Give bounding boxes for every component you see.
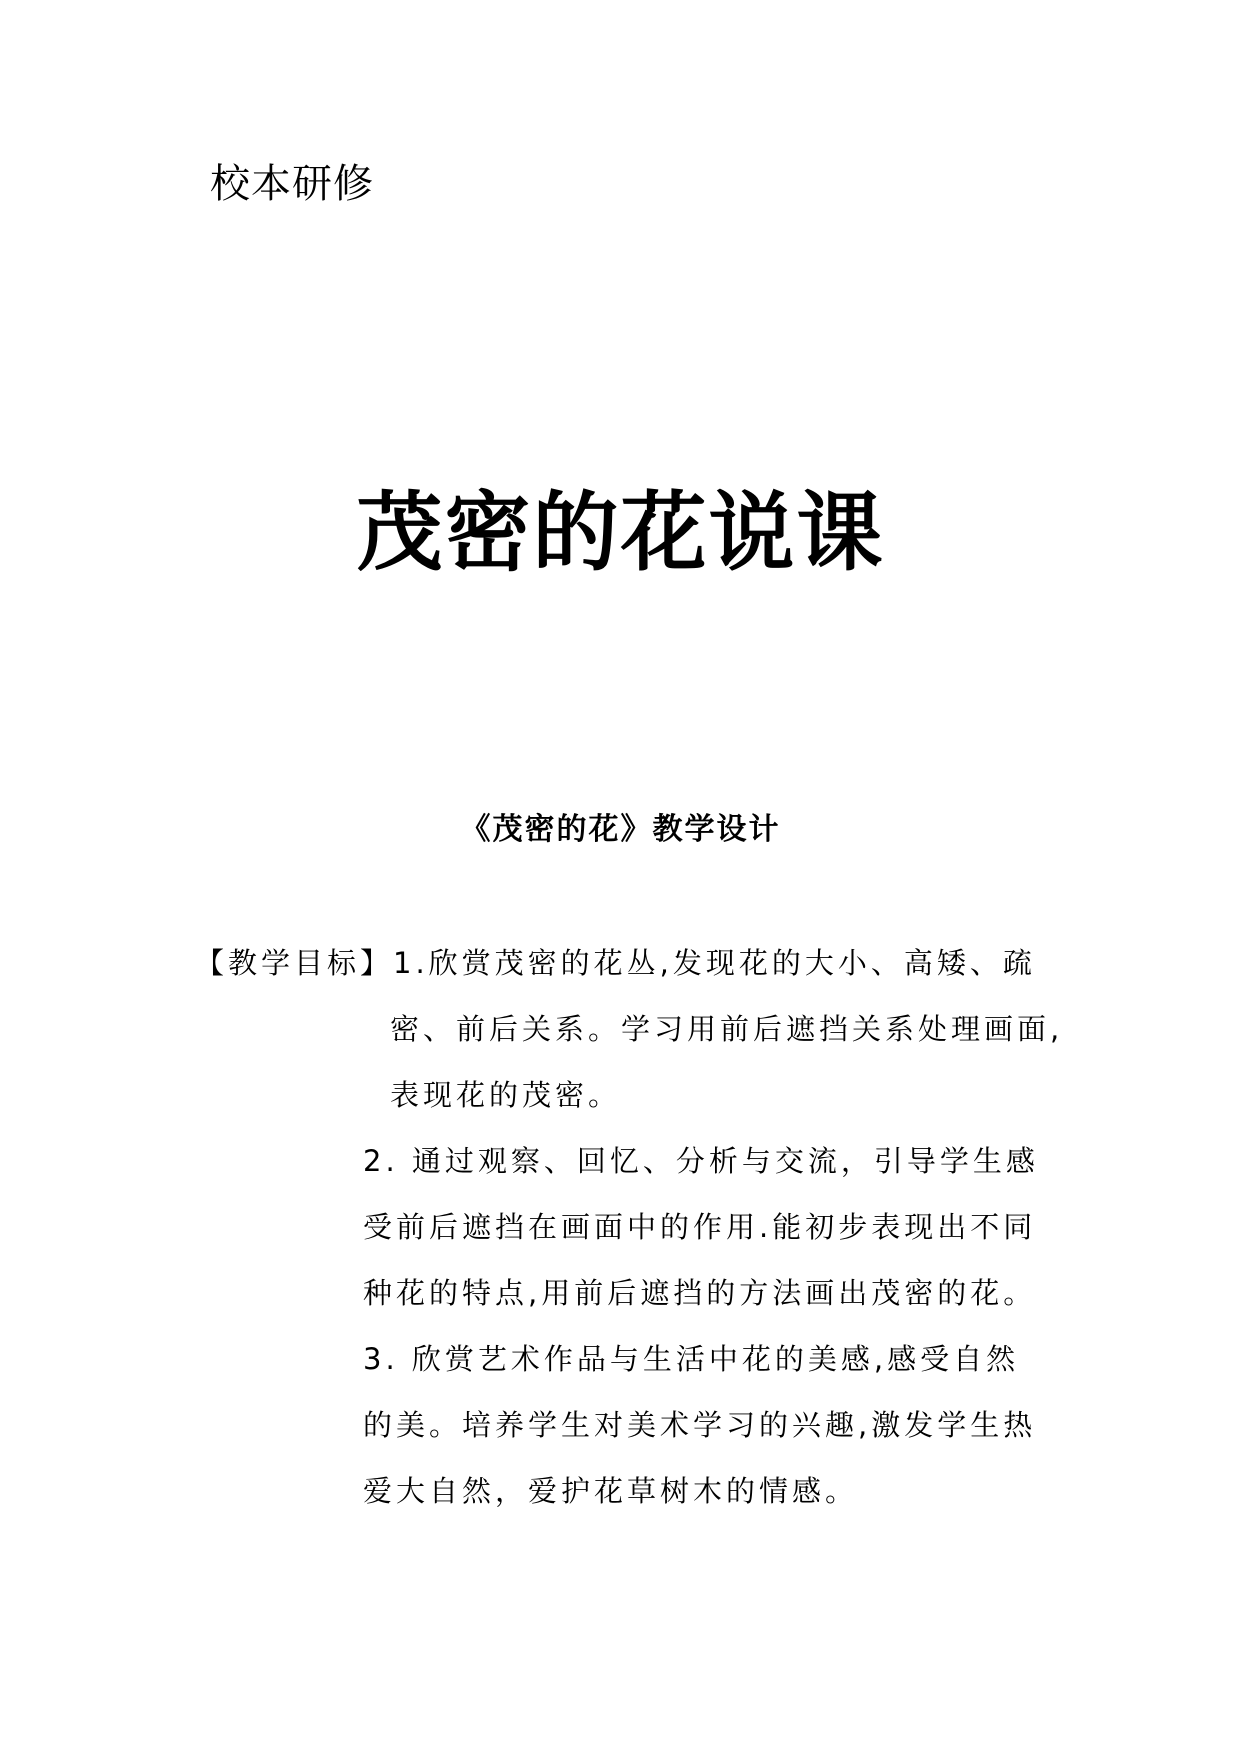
objective-3-line-3: 爱大自然，爱护花草树木的情感。 (363, 1474, 859, 1508)
objective-3-line-1: 3. 欣赏艺术作品与生活中花的美感,感受自然 (363, 1342, 1020, 1376)
document-title: 茂密的花说课 (356, 482, 885, 583)
objectives-line (195, 930, 1055, 996)
objectives-heading: 【教学目标】 (195, 946, 394, 980)
document-subtitle: 《茂密的花》教学设计 (460, 812, 781, 847)
objective-2-line-1: 2. 通过观察、回忆、分析与交流，引导学生感 (363, 1144, 1039, 1178)
objective-2-line-3: 种花的特点,用前后遮挡的方法画出茂密的花。 (363, 1276, 1037, 1310)
objective-2-line-2: 受前后遮挡在画面中的作用.能初步表现出不同 (363, 1210, 1037, 1244)
teaching-objectives (195, 930, 1064, 1524)
objective-1-line-1: 1.欣赏茂密的花丛,发现花的大小、高矮、疏 (393, 946, 1036, 980)
objective-1-line-3: 表现花的茂密。 (390, 1078, 622, 1112)
objective-3-line-2: 的美。培养学生对美术学习的兴趣,激发学生热 (363, 1408, 1037, 1442)
header-label: 校本研修 (210, 161, 374, 207)
objective-1-line-2: 密、前后关系。学习用前后遮挡关系处理画面, (390, 1012, 1064, 1046)
